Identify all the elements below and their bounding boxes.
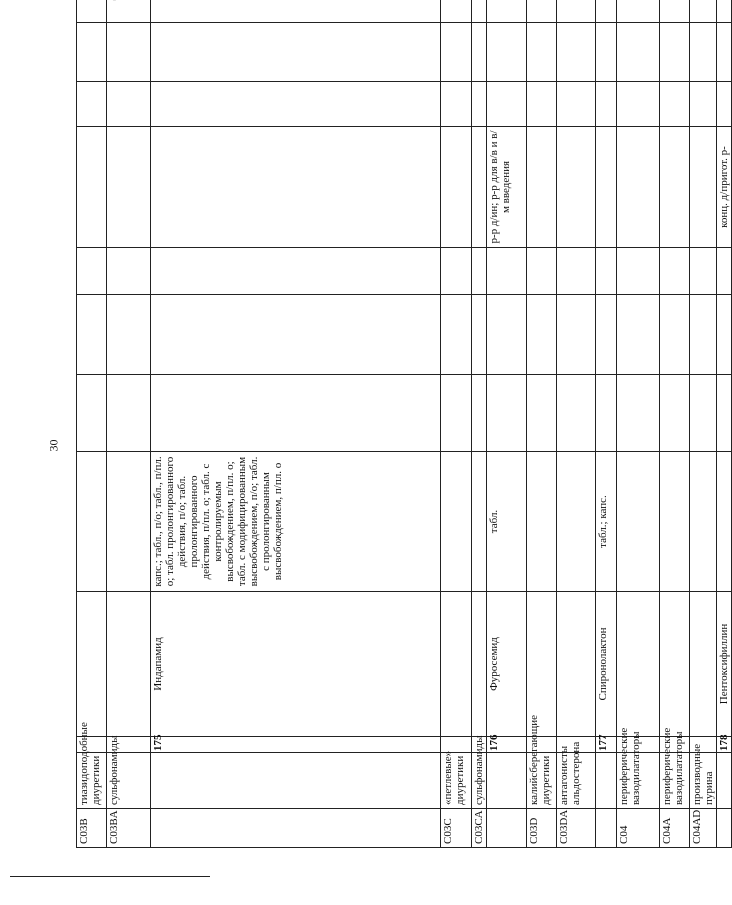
atc-group-code: C03B — [77, 809, 107, 848]
empty-cell — [617, 248, 660, 295]
empty-cell — [527, 23, 557, 82]
table-row — [151, 0, 441, 848]
table-row — [487, 0, 527, 848]
injection-forms — [690, 127, 717, 248]
dosage-forms: капс.; табл., п/о; табл., п/пл. о; табл. пролонгированного действия, п/о; табл. пролонгированного действия, п/пл. о; табл. с контролируемым высвобождением, п/пл. о; табл. с модифицированным высвобождением, п/о; табл. с пролонгированным высвобождением, п/пл. о — [151, 452, 441, 592]
atc-code — [596, 0, 617, 23]
atc-group-code — [487, 809, 527, 848]
empty-cell — [617, 295, 660, 375]
table-row — [527, 0, 557, 848]
atc-code — [487, 0, 527, 23]
empty-cell — [527, 248, 557, 295]
drug-name — [617, 592, 660, 737]
dosage-forms — [527, 452, 557, 592]
atc-group-name — [487, 753, 527, 809]
empty-cell — [441, 295, 472, 375]
drug-name — [557, 592, 596, 737]
rotated-table-wrapper — [76, 8, 730, 848]
empty-cell — [660, 295, 690, 375]
drug-table — [76, 0, 732, 848]
dosage-forms — [441, 452, 472, 592]
atc-code — [472, 0, 487, 23]
table-row — [596, 0, 617, 848]
empty-cell — [107, 248, 151, 295]
empty-cell — [107, 375, 151, 452]
empty-cell — [77, 375, 107, 452]
empty-cell — [151, 375, 441, 452]
empty-cell — [487, 248, 527, 295]
table-row — [617, 0, 660, 848]
atc-group-name — [596, 753, 617, 809]
atc-group-code — [151, 809, 441, 848]
row-number: 177 — [596, 737, 617, 753]
injection-forms — [441, 127, 472, 248]
dosage-forms: табл. — [487, 452, 527, 592]
empty-cell — [472, 295, 487, 375]
table-row — [472, 0, 487, 848]
atc-group-name — [717, 753, 732, 809]
empty-cell — [441, 248, 472, 295]
empty-cell — [487, 82, 527, 127]
empty-cell — [690, 375, 717, 452]
atc-group-code: C03DA — [557, 809, 596, 848]
empty-cell — [107, 82, 151, 127]
empty-cell — [77, 248, 107, 295]
atc-code — [527, 0, 557, 23]
empty-cell — [557, 248, 596, 295]
empty-cell — [441, 23, 472, 82]
empty-cell — [151, 82, 441, 127]
atc-group-code: C04AD — [690, 809, 717, 848]
atc-group-code — [596, 809, 617, 848]
empty-cell — [77, 295, 107, 375]
empty-cell — [690, 295, 717, 375]
atc-group-name: сульфонамиды — [107, 753, 151, 809]
empty-cell — [557, 295, 596, 375]
empty-cell — [487, 295, 527, 375]
dosage-forms — [472, 452, 487, 592]
empty-cell — [617, 23, 660, 82]
drug-name: Индапамид — [151, 592, 441, 737]
empty-cell — [596, 248, 617, 295]
dosage-forms — [77, 452, 107, 592]
empty-cell — [77, 23, 107, 82]
footnote-divider — [10, 876, 210, 877]
empty-cell — [527, 295, 557, 375]
atc-code — [557, 0, 596, 23]
empty-cell — [717, 248, 732, 295]
injection-forms — [660, 127, 690, 248]
drug-name — [441, 592, 472, 737]
atc-group-name: «петлевые» диуретики — [441, 753, 472, 809]
empty-cell — [717, 82, 732, 127]
atc-code — [660, 0, 690, 23]
atc-code — [717, 0, 732, 23]
atc-group-name — [151, 753, 441, 809]
table-row — [441, 0, 472, 848]
empty-cell — [596, 375, 617, 452]
empty-cell — [527, 375, 557, 452]
row-number: 175 — [151, 737, 441, 753]
empty-cell — [441, 375, 472, 452]
atc-group-name: калийсберегающие диуретики — [527, 753, 557, 809]
empty-cell — [690, 23, 717, 82]
atc-group-code: C04A — [660, 809, 690, 848]
empty-cell — [557, 82, 596, 127]
empty-cell — [596, 23, 617, 82]
empty-cell — [660, 82, 690, 127]
atc-code — [107, 0, 151, 23]
dosage-forms: табл.; капс. — [596, 452, 617, 592]
drug-name — [472, 592, 487, 737]
empty-cell — [487, 23, 527, 82]
atc-code — [77, 0, 107, 23]
empty-cell — [660, 248, 690, 295]
atc-group-code: C03BA — [107, 809, 151, 848]
dosage-forms — [557, 452, 596, 592]
table-row — [660, 0, 690, 848]
empty-cell — [557, 23, 596, 82]
atc-group-name: производные пурина — [690, 753, 717, 809]
empty-cell — [151, 248, 441, 295]
empty-cell — [107, 295, 151, 375]
injection-forms — [151, 127, 441, 248]
dosage-forms — [107, 452, 151, 592]
atc-group-code — [717, 809, 732, 848]
empty-cell — [527, 82, 557, 127]
dosage-forms — [617, 452, 660, 592]
empty-cell — [617, 82, 660, 127]
atc-group-code: C03D — [527, 809, 557, 848]
atc-code — [617, 0, 660, 23]
table-row — [77, 0, 107, 848]
empty-cell — [596, 82, 617, 127]
atc-group-code: C03C — [441, 809, 472, 848]
drug-name — [690, 592, 717, 737]
empty-cell — [717, 295, 732, 375]
drug-name — [107, 592, 151, 737]
drug-name: Пентоксифиллин — [717, 592, 732, 737]
row-number: 176 — [487, 737, 527, 753]
empty-cell — [472, 23, 487, 82]
page-number: 30 — [46, 439, 61, 452]
empty-cell — [617, 375, 660, 452]
empty-cell — [472, 248, 487, 295]
empty-cell — [690, 82, 717, 127]
empty-cell — [472, 82, 487, 127]
empty-cell — [472, 375, 487, 452]
atc-group-name: периферические вазодилататоры — [617, 753, 660, 809]
drug-name — [660, 592, 690, 737]
table-row — [717, 0, 732, 848]
empty-cell — [660, 375, 690, 452]
atc-group-name: антагонисты альдостерона — [557, 753, 596, 809]
empty-cell — [151, 23, 441, 82]
drug-name — [77, 592, 107, 737]
injection-forms — [77, 127, 107, 248]
empty-cell — [107, 23, 151, 82]
atc-group-code: C04 — [617, 809, 660, 848]
atc-group-name: тиазидоподобные диуретики — [77, 753, 107, 809]
row-number: 178 — [718, 734, 730, 751]
empty-cell — [596, 295, 617, 375]
empty-cell — [717, 23, 732, 82]
injection-forms: конц. д/пригот. р- — [717, 127, 732, 248]
injection-forms: р-р д/ин; р-р для в/в и в/м введения — [487, 127, 527, 248]
injection-forms — [107, 127, 151, 248]
injection-forms — [557, 127, 596, 248]
empty-cell — [557, 375, 596, 452]
table-row — [557, 0, 596, 848]
dosage-forms — [690, 452, 717, 592]
empty-cell — [690, 248, 717, 295]
empty-cell — [717, 375, 732, 452]
empty-cell — [660, 23, 690, 82]
atc-group-name: периферические вазодилататоры — [660, 753, 690, 809]
injection-forms — [596, 127, 617, 248]
atc-code — [441, 0, 472, 23]
empty-cell — [487, 375, 527, 452]
injection-forms — [472, 127, 487, 248]
dosage-forms — [660, 452, 690, 592]
atc-code — [690, 0, 717, 23]
atc-group-code: C03CA — [472, 809, 487, 848]
dosage-forms — [717, 452, 732, 592]
drug-name: Спиронолактон — [596, 592, 617, 737]
empty-cell — [441, 82, 472, 127]
empty-cell — [151, 295, 441, 375]
injection-forms — [527, 127, 557, 248]
empty-cell — [77, 82, 107, 127]
atc-code — [151, 0, 441, 23]
atc-group-name: сульфонамиды — [472, 753, 487, 809]
drug-name: Фуросемид — [487, 592, 527, 737]
table-row — [107, 0, 151, 848]
injection-forms — [617, 127, 660, 248]
table-row — [690, 0, 717, 848]
